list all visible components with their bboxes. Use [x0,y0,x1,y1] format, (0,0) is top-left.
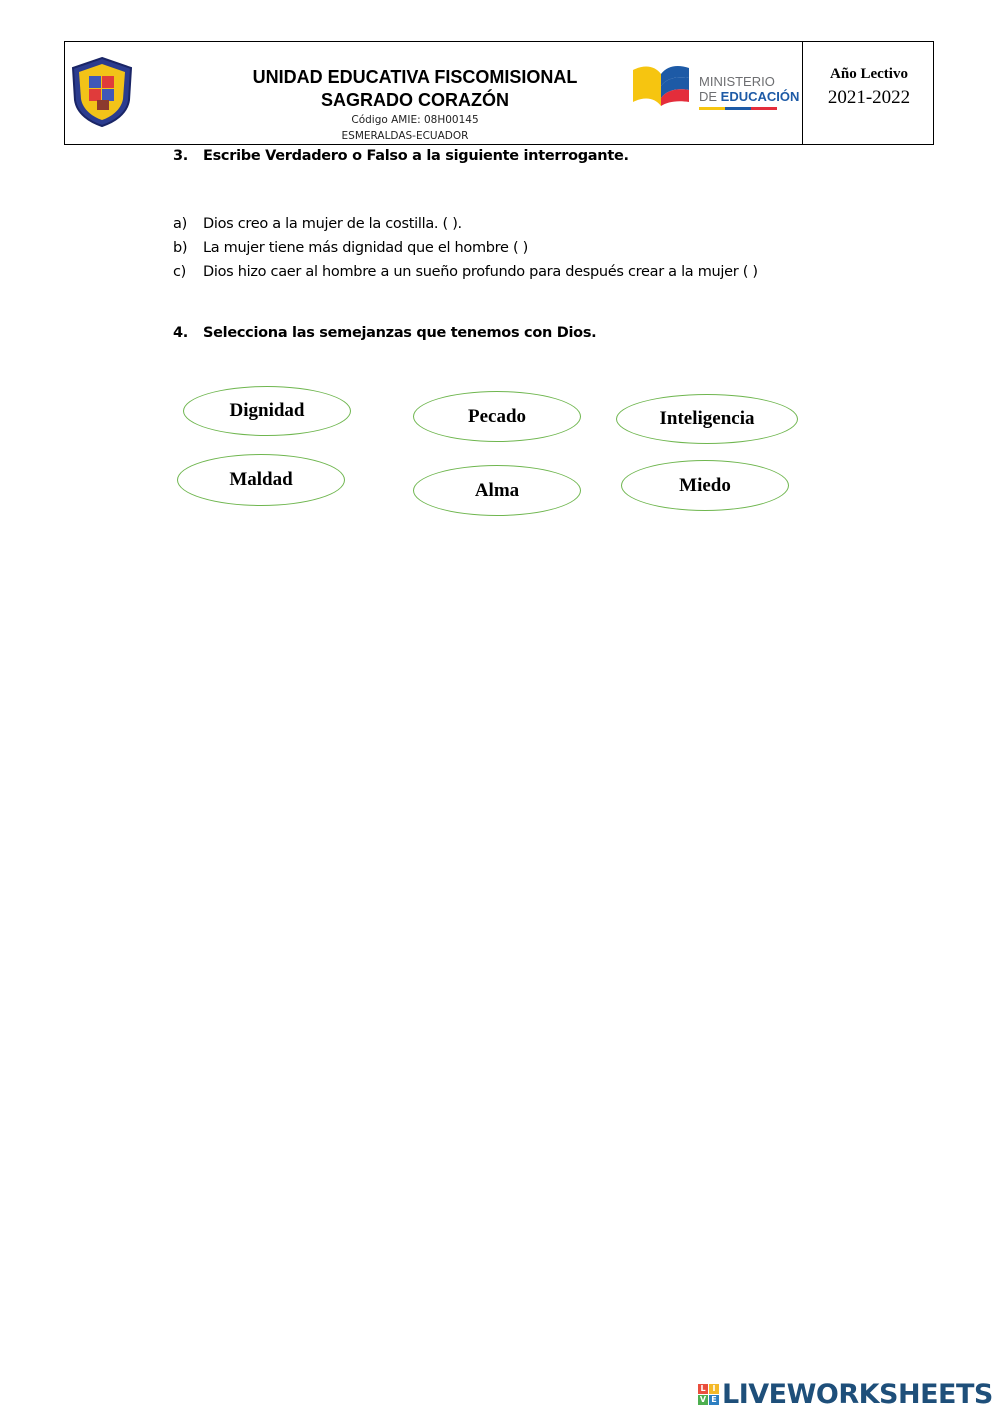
liveworksheets-brand-text: LIVEWORKSHEETS [722,1378,993,1410]
ministry-line1: MINISTERIO [699,74,775,89]
item-text: Dios hizo caer al hombre a un sueño profundo para después crear a la mujer ( ) [203,264,758,280]
option-maldad[interactable]: Maldad [177,454,345,506]
option-miedo[interactable]: Miedo [621,460,789,511]
option-inteligencia[interactable]: Inteligencia [616,394,798,444]
question-4-number: 4. [173,325,188,341]
school-year-label: Año Lectivo [830,66,908,82]
item-letter: a) [173,216,187,232]
item-letter: b) [173,240,188,256]
ministry-line2 [699,89,799,104]
school-year-value: 2021-2022 [827,87,911,108]
school-location: ESMERALDAS-ECUADOR [341,130,469,142]
grid-letter-i: I [709,1384,719,1394]
question-4-text: Selecciona las semejanzas que tenemos con Dios. [203,325,597,341]
grid-letter-e: E [709,1395,719,1405]
amie-code: Código AMIE: 08H00145 [351,114,479,126]
grid-letter-l: L [698,1384,708,1394]
item-text: Dios creo a la mujer de la costilla. ( ). [203,216,462,232]
ministry-color-bar [699,107,777,110]
option-pecado[interactable]: Pecado [413,391,581,442]
question-3-number: 3. [173,148,188,164]
school-crest-icon [69,56,135,128]
document-header [64,41,934,145]
school-name-line1: UNIDAD EDUCATIVA FISCOMISIONAL [252,67,578,87]
school-name-line2: SAGRADO CORAZÓN [321,90,509,110]
option-dignidad[interactable]: Dignidad [183,386,351,436]
option-alma[interactable]: Alma [413,465,581,516]
ministry-flag-icon [631,60,691,110]
ministry-logo-text [699,74,799,104]
liveworksheets-grid-icon [698,1384,719,1405]
ministry-line2-prefix: DE [699,89,721,104]
item-text: La mujer tiene más dignidad que el hombre ( ) [203,240,528,256]
liveworksheets-logo [698,1378,993,1410]
question-3-text: Escribe Verdadero o Falso a la siguiente interrogante. [203,148,629,164]
grid-letter-v: V [699,1394,707,1404]
item-letter: c) [173,264,187,280]
school-name [215,66,615,112]
school-details [215,112,615,144]
ministry-line2-bold: EDUCACIÓN [720,89,800,104]
